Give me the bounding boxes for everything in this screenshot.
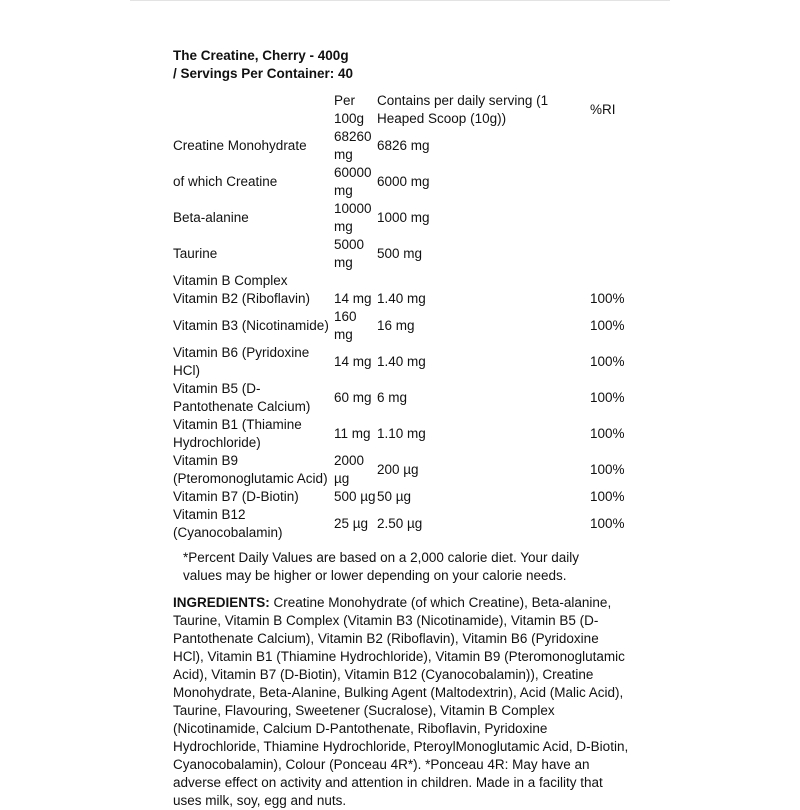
per-serving-value: 1.40 mg <box>377 291 426 306</box>
ri-percent: 100% <box>590 354 625 369</box>
per-100g-value: 60000 mg <box>334 165 372 198</box>
nutrient-name: Vitamin B3 (Nicotinamide) <box>173 318 329 333</box>
per-100g-value: 14 mg <box>334 354 372 369</box>
nutrient-name: Vitamin B9 (Pteromonoglutamic Acid) <box>173 453 328 486</box>
product-title-line2: / Servings Per Container: 40 <box>173 66 354 81</box>
per-serving-value: 1000 mg <box>377 210 430 225</box>
footnote: *Percent Daily Values are based on a 2,000 calorie diet. Your daily values may be higher or lower depending on your calorie needs. <box>183 550 580 583</box>
nutrient-name: of which Creatine <box>173 174 278 189</box>
table-row <box>173 488 633 506</box>
table-row <box>173 308 633 344</box>
per-100g-value: 68260 mg <box>334 129 372 162</box>
per-100g-value: 14 mg <box>334 291 372 306</box>
table-row <box>173 236 633 272</box>
top-divider <box>130 0 670 1</box>
table-row <box>173 272 633 290</box>
nutrition-panel <box>173 47 633 810</box>
ri-percent <box>590 128 633 164</box>
nutrient-name: Vitamin B7 (D-Biotin) <box>173 489 299 504</box>
ri-percent: 100% <box>590 462 625 477</box>
nutrient-name: Vitamin B5 (D-Pantothenate Calcium) <box>173 381 311 414</box>
header-ri: %RI <box>590 102 616 117</box>
ri-percent: 100% <box>590 318 625 333</box>
per-100g-value: 60 mg <box>334 390 372 405</box>
per-100g-value: 11 mg <box>334 426 371 441</box>
table-row <box>173 452 633 488</box>
nutrient-name: Vitamin B6 (Pyridoxine HCl) <box>173 345 310 378</box>
per-serving-value: 500 mg <box>377 246 423 261</box>
ri-percent: 100% <box>590 291 625 306</box>
ingredients-text: Creatine Monohydrate (of which Creatine), Beta-alanine, Taurine, Vitamin B Complex (Vitamin B3 (Nicotinamide), Vitamin B5 (D-Pantothenate Calcium), Vitamin B2 (Riboflavin), Vitamin B6 (Pyridoxine HCl), Vitamin B1 (Thiamine Hydrochloride), Vitamin B9 (Pteromonoglutamic Acid), Vitamin B7 (D-Biotin), Vitamin B12 (Cyanocobalamin)), Creatine Monohydrate, Beta-Alanine, Bulking Agent (Maltodextrin), Acid (Malic Acid), Taurine, Flavouring, Sweetener (Sucralose), Vitamin B Complex (Nicotinamide, Calcium D-Pantothenate, Riboflavin, Pyridoxine Hydrochloride, Thiamine Hydrochloride, PteroylMonoglutamic Acid, D-Biotin, Cyanocobalamin), Colour (Ponceau 4R*). *Ponceau 4R: May have an adverse effect on activity and attention in children. Made in a facility that uses milk, soy, egg and nuts. <box>173 595 629 808</box>
product-title <box>173 47 633 83</box>
per-serving-value: 6826 mg <box>377 138 430 153</box>
table-row <box>173 416 633 452</box>
nutrient-name: Vitamin B12 (Cyanocobalamin) <box>173 507 283 540</box>
ri-percent <box>590 236 633 272</box>
per-serving-value: 1.40 mg <box>377 354 426 369</box>
nutrient-name: Vitamin B2 (Riboflavin) <box>173 291 311 306</box>
table-row <box>173 290 633 308</box>
table-row <box>173 164 633 200</box>
per-100g-value: 2000 µg <box>334 453 365 486</box>
table-header-row <box>173 92 633 128</box>
per-serving-value: 200 µg <box>377 462 419 477</box>
ri-percent <box>590 164 633 200</box>
header-name <box>173 92 334 128</box>
per-100g-value: 160 mg <box>334 309 357 342</box>
ri-percent: 100% <box>590 390 625 405</box>
table-row <box>173 128 633 164</box>
nutrient-name: Taurine <box>173 246 218 261</box>
nutrient-name: Beta-alanine <box>173 210 249 225</box>
per-100g-value: 500 µg <box>334 489 376 504</box>
ingredients <box>173 594 633 810</box>
nutrient-name: Vitamin B1 (Thiamine Hydrochloride) <box>173 417 302 450</box>
ingredients-label: INGREDIENTS: <box>173 595 270 610</box>
per-serving-value: 6 mg <box>377 390 408 405</box>
per-serving-value: 50 µg <box>377 489 412 504</box>
per-serving-value: 6000 mg <box>377 174 430 189</box>
per-100g-value: 5000 mg <box>334 237 365 270</box>
per-serving-value: 1.10 mg <box>377 426 426 441</box>
per-serving-value: 16 mg <box>377 318 415 333</box>
per-serving-value: 2.50 µg <box>377 516 423 531</box>
table-row <box>173 380 633 416</box>
ri-percent: 100% <box>590 489 625 504</box>
nutrition-table <box>173 92 633 542</box>
nutrient-name: Creatine Monohydrate <box>173 138 307 153</box>
ri-percent: 100% <box>590 426 625 441</box>
table-row <box>173 200 633 236</box>
table-row <box>173 506 633 542</box>
per-100g-value: 10000 mg <box>334 201 372 234</box>
per-serving-value <box>377 272 590 290</box>
ri-percent <box>590 200 633 236</box>
product-title-line1: The Creatine, Cherry - 400g <box>173 48 349 63</box>
header-per100: Per 100g <box>334 93 365 126</box>
ri-percent: 100% <box>590 516 625 531</box>
per-100g-value <box>334 272 377 290</box>
nutrient-name: Vitamin B Complex <box>173 273 288 288</box>
per-100g-value: 25 µg <box>334 516 369 531</box>
ri-percent <box>590 272 633 290</box>
header-serving: Contains per daily serving (1 Heaped Scoop (10g)) <box>377 93 549 126</box>
table-row <box>173 344 633 380</box>
